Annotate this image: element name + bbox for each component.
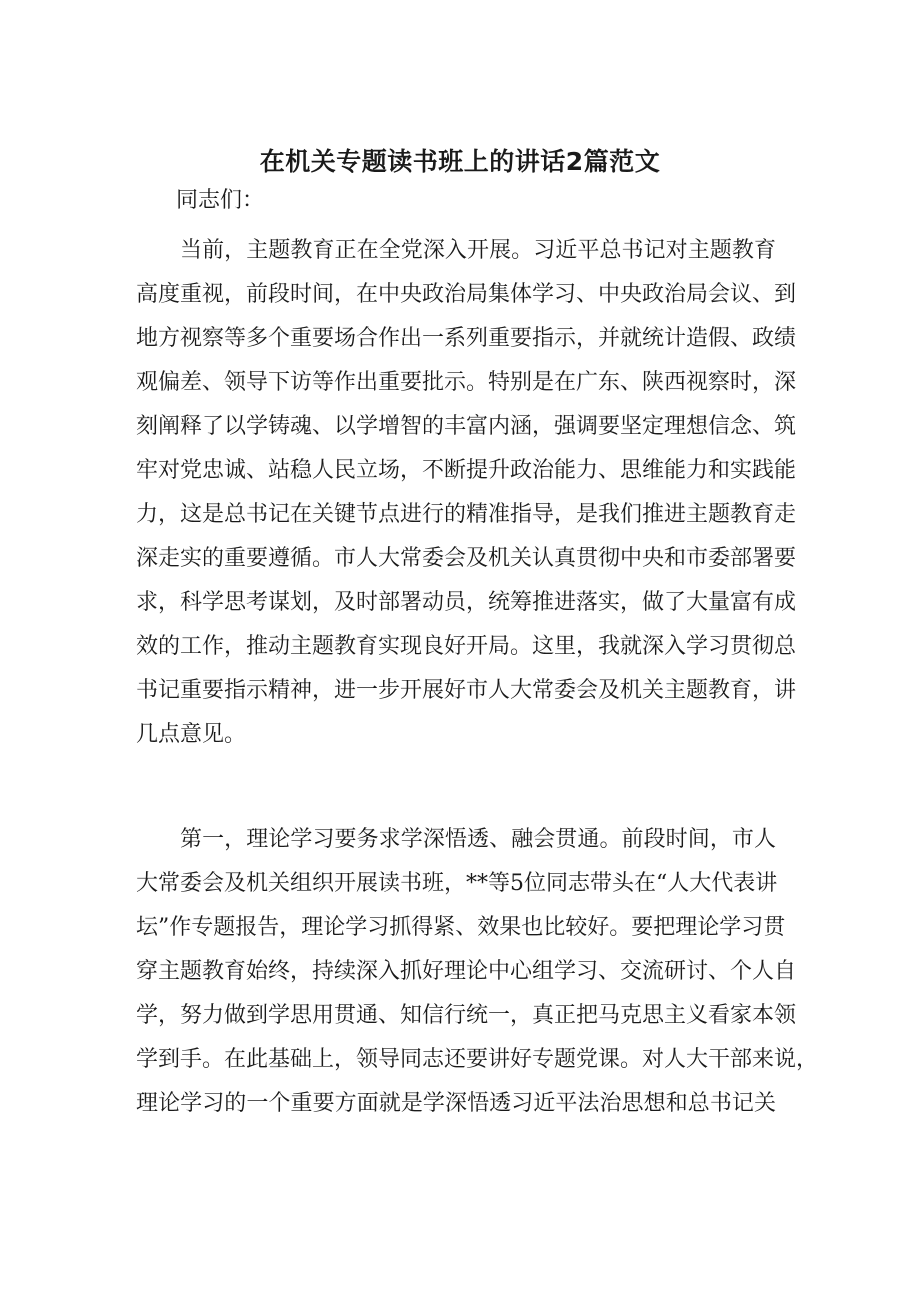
paragraph-line: 穿主题教育始终，持续深入抓好理论中心组学习、交流研讨、个人自 — [136, 959, 797, 984]
paragraph-1 — [136, 229, 797, 757]
salutation: 同志们： — [176, 188, 265, 213]
paragraph-line: 当前，主题教育正在全党深入开展。习近平总书记对主题教育 — [180, 238, 776, 263]
paragraph-line: 求，科学思考谋划，及时部署动员，统筹推进落实，做了大量富有成 — [136, 590, 797, 615]
paragraph-line: 大常委会及机关组织开展读书班，**等5位同志带头在“人大代表讲 — [136, 871, 778, 896]
paragraph-line: 坛”作专题报告，理论学习抓得紧、效果也比较好。要把理论学习贯 — [136, 915, 786, 940]
paragraph-line: 学到手。在此基础上，领导同志还要讲好专题党课。对人大干部来说， — [136, 1047, 819, 1072]
paragraph-line: 深走实的重要遵循。市人大常委会及机关认真贯彻中央和市委部署要 — [136, 546, 797, 571]
paragraph-line: 第一，理论学习要务求学深悟透、融会贯通。前段时间，市人 — [180, 827, 776, 852]
paragraph-line: 效的工作，推动主题教育实现良好开局。这里，我就深入学习贯彻总 — [136, 634, 797, 659]
paragraph-line: 学，努力做到学思用贯通、知信行统一，真正把马克思主义看家本领 — [136, 1003, 797, 1028]
paragraph-line: 地方视察等多个重要场合作出一系列重要指示，并就统计造假、政绩 — [136, 326, 797, 351]
paragraph-line: 理论学习的一个重要方面就是学深悟透习近平法治思想和总书记关 — [136, 1091, 776, 1116]
paragraph-line: 观偏差、领导下访等作出重要批示。特别是在广东、陕西视察时，深 — [136, 370, 797, 395]
paragraph-line: 书记重要指示精神，进一步开展好市人大常委会及机关主题教育，讲 — [136, 678, 797, 703]
document-title: 在机关专题读书班上的讲话2篇范文 — [259, 147, 661, 176]
paragraph-line: 牢对党忠诚、站稳人民立场，不断提升政治能力、思维能力和实践能 — [136, 458, 797, 483]
paragraph-line: 刻阐释了以学铸魂、以学增智的丰富内涵，强调要坚定理想信念、筑 — [136, 414, 797, 439]
paragraph-line: 高度重视，前段时间，在中央政治局集体学习、中央政治局会议、到 — [136, 282, 797, 307]
paragraph-2 — [136, 818, 819, 1126]
paragraph-line: 力，这是总书记在关键节点进行的精准指导，是我们推进主题教育走 — [136, 502, 797, 527]
paragraph-line: 几点意见。 — [136, 722, 247, 747]
